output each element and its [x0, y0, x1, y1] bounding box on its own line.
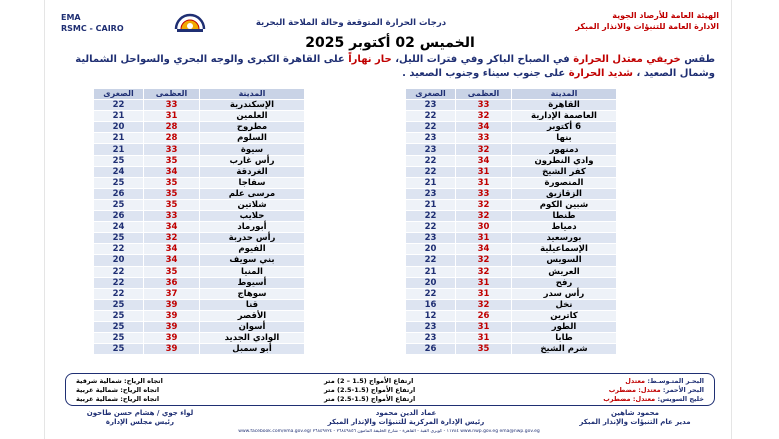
- min-temp-cell: 23: [406, 321, 456, 332]
- min-temp-cell: 22: [406, 111, 456, 122]
- table-row: [406, 321, 617, 332]
- table-row: [406, 177, 617, 188]
- max-temp-cell: 26: [456, 310, 512, 321]
- table-row: [406, 288, 617, 299]
- max-temp-cell: 35: [144, 199, 200, 210]
- table-row: [406, 222, 617, 233]
- min-temp-cell: 22: [406, 211, 456, 222]
- table-row: [94, 233, 305, 244]
- table-row: [94, 277, 305, 288]
- max-temp-cell: 35: [144, 177, 200, 188]
- min-temp-cell: 26: [406, 344, 456, 355]
- min-temp-cell: 26: [94, 211, 144, 222]
- min-temp-cell: 22: [406, 222, 456, 233]
- org-name: [575, 10, 719, 32]
- sea-waves-2: ارتفاع الأمواج (1.5-2.5) متر: [324, 386, 416, 394]
- max-temp-cell: 32: [456, 211, 512, 222]
- min-temp-cell: 23: [406, 133, 456, 144]
- min-temp-cell: 23: [406, 144, 456, 155]
- city-cell: كاترين: [512, 310, 617, 321]
- table-row: [94, 166, 305, 177]
- city-cell: الإسماعيلية: [512, 244, 617, 255]
- table-row: [94, 177, 305, 188]
- max-temp-cell: 35: [456, 344, 512, 355]
- min-temp-cell: 22: [94, 244, 144, 255]
- sea-waves-1: ارتفاع الأمواج (1.5 – 2) متر: [324, 377, 414, 385]
- col-min-header: الصغرى: [94, 89, 144, 100]
- table-row: [94, 255, 305, 266]
- max-temp-cell: 39: [144, 333, 200, 344]
- city-cell: الفيوم: [200, 244, 305, 255]
- min-temp-cell: 22: [94, 266, 144, 277]
- min-temp-cell: 25: [94, 321, 144, 332]
- col-max-header: العظمى: [144, 89, 200, 100]
- city-cell: بني سويف: [200, 255, 305, 266]
- city-cell: الطور: [512, 321, 617, 332]
- city-cell: القاهرة: [512, 100, 617, 111]
- min-temp-cell: 22: [406, 255, 456, 266]
- city-cell: الغردقة: [200, 166, 305, 177]
- min-temp-cell: 25: [94, 177, 144, 188]
- min-temp-cell: 20: [94, 122, 144, 133]
- desc-highlight2: حار نهاراً: [348, 54, 392, 65]
- city-cell: دمنهور: [512, 144, 617, 155]
- min-temp-cell: 25: [94, 344, 144, 355]
- min-temp-cell: 20: [406, 244, 456, 255]
- city-cell: السلوم: [200, 133, 305, 144]
- table-row: [406, 122, 617, 133]
- min-temp-cell: 24: [94, 222, 144, 233]
- city-cell: العريش: [512, 266, 617, 277]
- min-temp-cell: 25: [94, 299, 144, 310]
- min-temp-cell: 21: [406, 266, 456, 277]
- max-temp-cell: 34: [144, 166, 200, 177]
- signature-center: [291, 409, 521, 427]
- max-temp-cell: 32: [456, 199, 512, 210]
- max-temp-cell: 31: [456, 333, 512, 344]
- min-temp-cell: 21: [406, 199, 456, 210]
- min-temp-cell: 25: [94, 333, 144, 344]
- city-cell: الوادي الجديد: [200, 333, 305, 344]
- org-name-line1: الهيئة العامة للأرصاد الجوية: [612, 11, 719, 20]
- signature-title: رئيس مجلس الإدارة: [105, 418, 175, 426]
- weather-description: [65, 53, 715, 81]
- min-temp-cell: 23: [406, 333, 456, 344]
- city-cell: سوهاج: [200, 288, 305, 299]
- table-row: [406, 233, 617, 244]
- table-row: [94, 222, 305, 233]
- city-cell: طنطا: [512, 211, 617, 222]
- city-cell: مطروح: [200, 122, 305, 133]
- city-cell: شرم الشيخ: [512, 344, 617, 355]
- max-temp-cell: 28: [144, 122, 200, 133]
- city-cell: رأس حدربة: [200, 233, 305, 244]
- table-row: [94, 144, 305, 155]
- org-code-line2: RSMC - CAIRO: [61, 24, 124, 33]
- max-temp-cell: 31: [144, 111, 200, 122]
- table-row: [94, 333, 305, 344]
- max-temp-cell: 39: [144, 299, 200, 310]
- table-row: [94, 133, 305, 144]
- max-temp-cell: 35: [144, 266, 200, 277]
- city-cell: رأس سدر: [512, 288, 617, 299]
- sea-state: معتدل: [625, 377, 646, 385]
- max-temp-cell: 32: [144, 233, 200, 244]
- max-temp-cell: 39: [144, 321, 200, 332]
- max-temp-cell: 34: [144, 255, 200, 266]
- left-temperature-table: [93, 88, 305, 355]
- min-temp-cell: 25: [94, 310, 144, 321]
- city-cell: الإسكندرية: [200, 100, 305, 111]
- signature-name: عماد الدين محمود: [375, 409, 437, 417]
- table-row: [406, 255, 617, 266]
- desc-part4: على جنوب سيناء وجنوب الصعيد .: [402, 68, 566, 79]
- max-temp-cell: 39: [144, 310, 200, 321]
- city-cell: أسوان: [200, 321, 305, 332]
- city-cell: قنا: [200, 299, 305, 310]
- org-code: [61, 12, 124, 34]
- max-temp-cell: 31: [456, 288, 512, 299]
- city-cell: العلمين: [200, 111, 305, 122]
- min-temp-cell: 25: [94, 233, 144, 244]
- table-row: [406, 211, 617, 222]
- max-temp-cell: 34: [144, 222, 200, 233]
- table-row: [406, 344, 617, 355]
- sea-name: البحـر المتـوسـط:: [647, 377, 704, 385]
- max-temp-cell: 39: [144, 344, 200, 355]
- min-temp-cell: 22: [94, 100, 144, 111]
- max-temp-cell: 33: [456, 100, 512, 111]
- max-temp-cell: 36: [144, 277, 200, 288]
- min-temp-cell: 20: [406, 277, 456, 288]
- table-row: [406, 277, 617, 288]
- max-temp-cell: 32: [456, 255, 512, 266]
- sea-navigation-box: [65, 373, 715, 406]
- table-row: [406, 333, 617, 344]
- table-row: [406, 199, 617, 210]
- max-temp-cell: 34: [144, 244, 200, 255]
- table-row: [406, 244, 617, 255]
- min-temp-cell: 26: [94, 188, 144, 199]
- sea-waves-3: ارتفاع الأمواج (1.5-2.5) متر: [324, 395, 416, 403]
- max-temp-cell: 33: [144, 211, 200, 222]
- max-temp-cell: 32: [456, 299, 512, 310]
- table-row: [94, 344, 305, 355]
- max-temp-cell: 37: [144, 288, 200, 299]
- city-cell: سفاجا: [200, 177, 305, 188]
- city-cell: المنصورة: [512, 177, 617, 188]
- col-max-header: العظمى: [456, 89, 512, 100]
- sheet-title: درجات الحرارة المتوقعة وحالة الملاحة البحرية: [255, 18, 447, 28]
- table-row: [94, 266, 305, 277]
- min-temp-cell: 16: [406, 299, 456, 310]
- max-temp-cell: 32: [456, 266, 512, 277]
- city-cell: بورسعيد: [512, 233, 617, 244]
- city-cell: كفر الشيخ: [512, 166, 617, 177]
- desc-highlight3: شديد الحرارة: [568, 68, 634, 79]
- max-temp-cell: 32: [456, 111, 512, 122]
- max-temp-cell: 28: [144, 133, 200, 144]
- sea-state: معتدل: مضطرب: [608, 386, 661, 394]
- max-temp-cell: 33: [144, 144, 200, 155]
- city-cell: أسيوط: [200, 277, 305, 288]
- table-row: [94, 122, 305, 133]
- city-cell: حلايب: [200, 211, 305, 222]
- signature-name: محمود شاهين: [610, 409, 659, 417]
- table-row: [94, 199, 305, 210]
- city-cell: أبورماد: [200, 222, 305, 233]
- table-row: [94, 188, 305, 199]
- city-cell: بنها: [512, 133, 617, 144]
- min-temp-cell: 22: [94, 277, 144, 288]
- col-city-header: المدينة: [512, 89, 617, 100]
- city-cell: سيوة: [200, 144, 305, 155]
- min-temp-cell: 22: [406, 122, 456, 133]
- max-temp-cell: 35: [144, 155, 200, 166]
- city-cell: شلاتين: [200, 199, 305, 210]
- city-cell: المنيا: [200, 266, 305, 277]
- city-cell: الزقازيق: [512, 188, 617, 199]
- city-cell: دمياط: [512, 222, 617, 233]
- min-temp-cell: 21: [94, 144, 144, 155]
- sea-row-red-sea: [609, 386, 704, 394]
- max-temp-cell: 31: [456, 233, 512, 244]
- desc-part3: على القاهرة الكبرى والوجه البحري والسواحل الشمالية وشمال الصعيد ،: [75, 54, 715, 79]
- desc-highlight1: خريفي معتدل الحرارة: [573, 54, 681, 65]
- max-temp-cell: 31: [456, 166, 512, 177]
- min-temp-cell: 25: [94, 155, 144, 166]
- sea-wind-2: اتجاه الرياح: شمالية غربية: [76, 386, 160, 394]
- max-temp-cell: 33: [456, 188, 512, 199]
- table-row: [406, 310, 617, 321]
- forecast-sheet: [44, 0, 732, 439]
- max-temp-cell: 31: [456, 277, 512, 288]
- max-temp-cell: 34: [456, 155, 512, 166]
- table-row: [406, 299, 617, 310]
- max-temp-cell: 33: [144, 100, 200, 111]
- min-temp-cell: 21: [406, 177, 456, 188]
- max-temp-cell: 34: [456, 244, 512, 255]
- max-temp-cell: 31: [456, 321, 512, 332]
- ema-logo-icon: [173, 7, 207, 35]
- min-temp-cell: 24: [94, 166, 144, 177]
- col-city-header: المدينة: [200, 89, 305, 100]
- table-row: [406, 144, 617, 155]
- signature-right: [545, 409, 725, 427]
- desc-part1: طقس: [684, 54, 715, 65]
- footer-contact: www.facebook.com/ema.gov.eg/ ١١٧٨٤ - كوبري القبة - القاهرة - شارع الخليفة المأمون ٢٦٨٤٩٨٥٦ - ٢٦٨٤٩٧٢٤ www.nwp.gov.eg ema@nwp.gov.eg: [238, 429, 540, 434]
- min-temp-cell: 23: [406, 188, 456, 199]
- min-temp-cell: 25: [94, 199, 144, 210]
- table-row: [94, 244, 305, 255]
- table-row: [94, 321, 305, 332]
- city-cell: الأقصر: [200, 310, 305, 321]
- max-temp-cell: 31: [456, 177, 512, 188]
- table-row: [406, 133, 617, 144]
- sea-row-mediterranean: [625, 377, 704, 385]
- table-row: [406, 155, 617, 166]
- city-cell: 6 أكتوبر: [512, 122, 617, 133]
- signature-left: [65, 409, 215, 427]
- max-temp-cell: 35: [144, 188, 200, 199]
- min-temp-cell: 22: [94, 288, 144, 299]
- sea-wind-1: اتجاه الرياح: شمالية شرقية: [76, 377, 163, 385]
- min-temp-cell: 21: [94, 111, 144, 122]
- min-temp-cell: 22: [406, 288, 456, 299]
- max-temp-cell: 30: [456, 222, 512, 233]
- table-row: [94, 100, 305, 111]
- city-cell: أبو سمبل: [200, 344, 305, 355]
- table-row: [94, 299, 305, 310]
- table-row: [406, 266, 617, 277]
- signature-title: مدير عام التنبؤات والإنذار المبكر: [579, 418, 691, 426]
- min-temp-cell: 23: [406, 233, 456, 244]
- table-row: [406, 111, 617, 122]
- max-temp-cell: 33: [456, 133, 512, 144]
- table-row: [94, 310, 305, 321]
- signature-title: رئيس الإدارة المركزية للتنبؤات والإنذار المبكر: [327, 418, 485, 426]
- min-temp-cell: 21: [94, 133, 144, 144]
- min-temp-cell: 20: [94, 255, 144, 266]
- col-min-header: الصغرى: [406, 89, 456, 100]
- forecast-date: الخميس 02 أكتوبر 2025: [305, 35, 475, 51]
- desc-part2: في الصباح الباكر وفي فترات الليل،: [395, 54, 570, 65]
- city-cell: شبين الكوم: [512, 199, 617, 210]
- table-row: [94, 288, 305, 299]
- city-cell: نخل: [512, 299, 617, 310]
- org-name-line2: الادارة العامة للتنبؤات والانذار المبكر: [575, 22, 719, 31]
- city-cell: طابا: [512, 333, 617, 344]
- city-cell: رأس غارب: [200, 155, 305, 166]
- right-temperature-table: [405, 88, 617, 355]
- min-temp-cell: 22: [406, 166, 456, 177]
- signature-name: لواء جوي / هشام حسن طاحون: [86, 409, 194, 417]
- table-row: [406, 188, 617, 199]
- org-code-line1: EMA: [61, 13, 81, 22]
- max-temp-cell: 34: [456, 122, 512, 133]
- sea-name: خليج السويس:: [657, 395, 704, 403]
- sea-name: البحر الأحمر:: [662, 386, 704, 394]
- city-cell: رفح: [512, 277, 617, 288]
- city-cell: مرسى علم: [200, 188, 305, 199]
- table-row: [406, 166, 617, 177]
- min-temp-cell: 23: [406, 100, 456, 111]
- table-row: [94, 211, 305, 222]
- sea-wind-3: اتجاه الرياح: شمالية غربية: [76, 395, 160, 403]
- table-row: [94, 155, 305, 166]
- sea-state: معتدل: مضطرب: [603, 395, 656, 403]
- table-row: [94, 111, 305, 122]
- min-temp-cell: 12: [406, 310, 456, 321]
- city-cell: السويس: [512, 255, 617, 266]
- min-temp-cell: 22: [406, 155, 456, 166]
- city-cell: العاصمة الإدارية: [512, 111, 617, 122]
- table-row: [406, 100, 617, 111]
- city-cell: وادي النطرون: [512, 155, 617, 166]
- sea-row-gulf-suez: [603, 395, 704, 403]
- max-temp-cell: 32: [456, 144, 512, 155]
